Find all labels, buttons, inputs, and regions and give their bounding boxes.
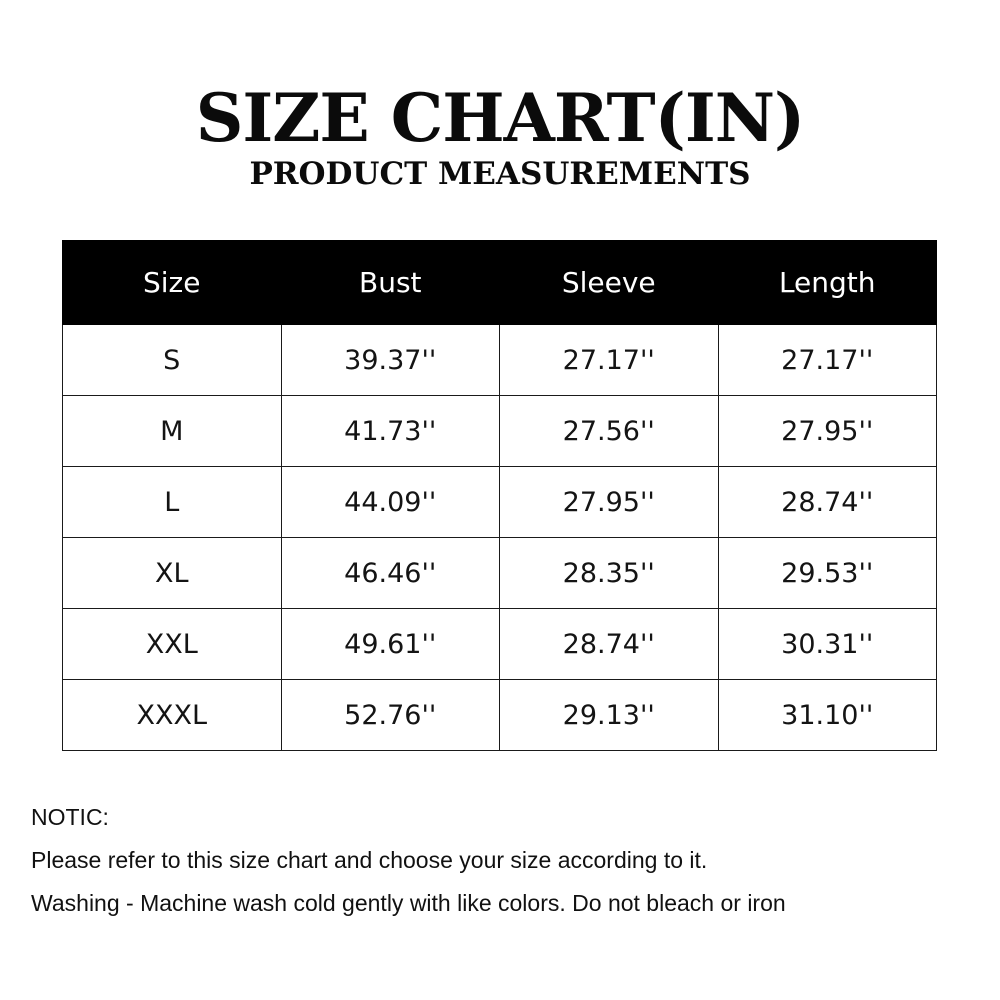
cell-length: 27.17''	[718, 325, 937, 396]
cell-size: XL	[63, 538, 282, 609]
page-title: SIZE CHART(IN)	[195, 79, 805, 157]
notice-line-washing: Washing - Machine wash cold gently with like colors. Do not bleach or iron	[31, 890, 786, 916]
cell-length: 27.95''	[718, 396, 937, 467]
cell-size: L	[63, 467, 282, 538]
cell-size: S	[63, 325, 282, 396]
size-chart-table	[62, 240, 937, 751]
notice-line-size-guide: Please refer to this size chart and choose your size according to it.	[31, 847, 708, 873]
table-row	[63, 609, 937, 680]
header-sleeve: Sleeve	[500, 241, 719, 325]
cell-sleeve: 27.56''	[500, 396, 719, 467]
cell-sleeve: 27.95''	[500, 467, 719, 538]
cell-bust: 44.09''	[281, 467, 500, 538]
cell-bust: 41.73''	[281, 396, 500, 467]
table-row	[63, 396, 937, 467]
cell-sleeve: 29.13''	[500, 680, 719, 751]
table-row	[63, 680, 937, 751]
table-header-row	[63, 241, 937, 325]
cell-size: XXL	[63, 609, 282, 680]
cell-length: 29.53''	[718, 538, 937, 609]
cell-sleeve: 28.74''	[500, 609, 719, 680]
cell-bust: 46.46''	[281, 538, 500, 609]
cell-bust: 39.37''	[281, 325, 500, 396]
header-length: Length	[718, 241, 937, 325]
cell-length: 30.31''	[718, 609, 937, 680]
table-row	[63, 325, 937, 396]
table-row	[63, 538, 937, 609]
cell-sleeve: 28.35''	[500, 538, 719, 609]
table-row	[63, 467, 937, 538]
cell-size: XXXL	[63, 680, 282, 751]
header-size: Size	[63, 241, 282, 325]
notice-heading: NOTIC:	[31, 804, 109, 830]
cell-sleeve: 27.17''	[500, 325, 719, 396]
cell-length: 31.10''	[718, 680, 937, 751]
cell-bust: 52.76''	[281, 680, 500, 751]
page-subtitle: PRODUCT MEASUREMENTS	[249, 156, 751, 192]
header-bust: Bust	[281, 241, 500, 325]
notice-section	[31, 800, 981, 929]
cell-length: 28.74''	[718, 467, 937, 538]
cell-bust: 49.61''	[281, 609, 500, 680]
cell-size: M	[63, 396, 282, 467]
